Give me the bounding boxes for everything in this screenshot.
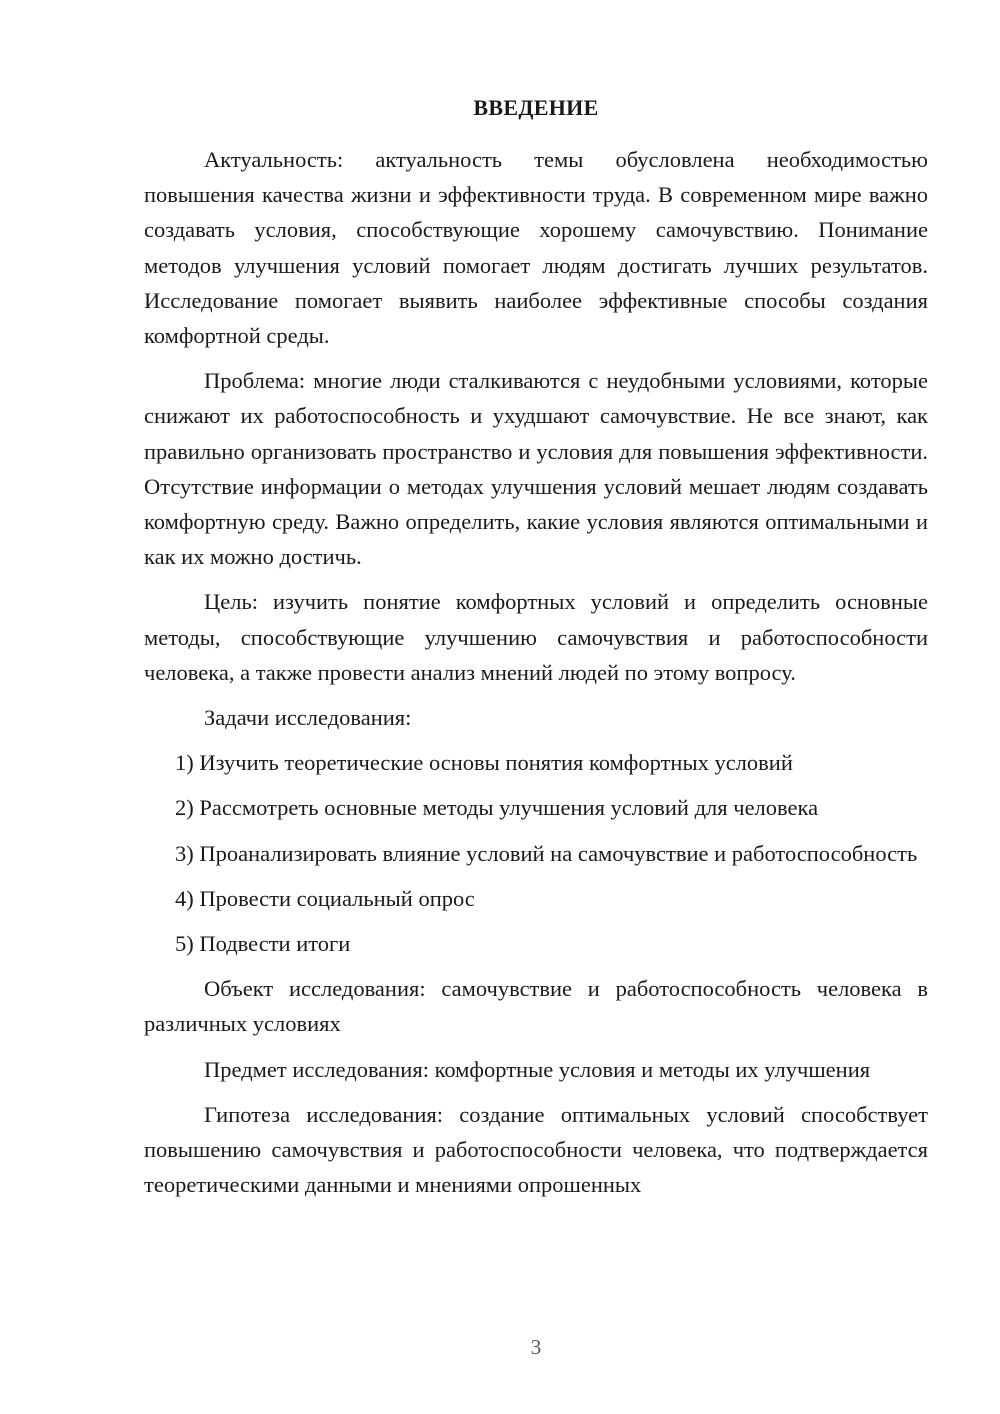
relevance-paragraph: Актуальность: актуальность темы обусловлена необходимостью повышения качества жизни и эффективности труда. В современном мире важно создавать условия, способствующие хорошему самочувствию. Понимание методов улучшения условий помогает людям достигать лучших результатов. Исследование помогает выявить наиболее эффективные способы создания комфортной среды. (144, 147, 928, 349)
list-item: 5) Подвести итоги (175, 931, 351, 957)
page-body (144, 142, 928, 1202)
page-title: ВВЕДЕНИЕ (473, 95, 599, 120)
page-number: 3 (530, 1335, 542, 1359)
tasks-heading: Задачи исследования: (204, 705, 412, 731)
goal-paragraph: Цель: изучить понятие комфортных условий и определить основные методы, способствующие улучшению самочувствия и работоспособности человека, а также провести анализ мнений людей по этому вопросу. (144, 589, 928, 685)
subject-paragraph: Предмет исследования: комфортные условия и методы их улучшения (204, 1056, 871, 1082)
list-item: 1) Изучить теоретические основы понятия комфортных условий (175, 750, 793, 776)
list-item: 3) Проанализировать влияние условий на самочувствие и работоспособность (175, 840, 918, 866)
object-paragraph: Объект исследования: самочувствие и работоспособность человека в различных условиях (144, 976, 928, 1037)
list-item: 4) Провести социальный опрос (175, 885, 475, 911)
problem-paragraph: Проблема: многие люди сталкиваются с неудобными условиями, которые снижают их работоспособность и ухудшают самочувствие. Не все знают, как правильно организовать пространство и условия для повышения эффективности. Отсутствие информации о методах улучшения условий мешает людям создавать комфортную среду. Важно определить, какие условия являются оптимальными и как их можно достичь. (144, 368, 928, 570)
hypothesis-paragraph: Гипотеза исследования: создание оптимальных условий способствует повышению самочувствия и работоспособности человека, что подтверждается теоретическими данными и мнениями опрошенных (144, 1101, 928, 1198)
list-item: 2) Рассмотреть основные методы улучшения условий для человека (175, 795, 819, 821)
